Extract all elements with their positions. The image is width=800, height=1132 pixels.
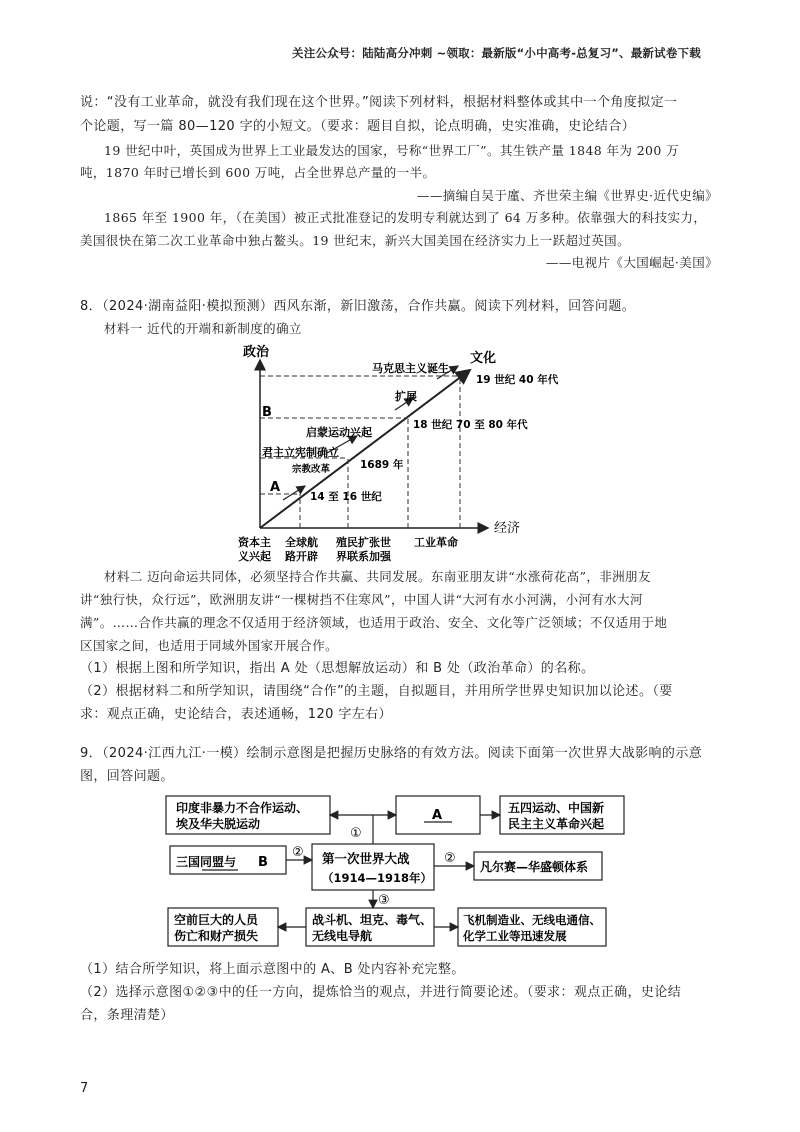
passage2-line-1: 1865 年至 1900 年，（在美国）被正式批准登记的发明专利就达到了 64 万多种。依靠强大的科技实力， [104,210,707,225]
box-weapons-text-2: 无线电导航 [312,929,373,943]
passage1-line-2: 吨，1870 年时已增长到 600 万吨，占全世界总产量的一半。 [80,165,436,180]
x-label-capitalism-2: 义兴起 [238,550,271,563]
q9-question-2-line-2: 合，条理清楚） [80,1008,174,1023]
q8-title: 8．（2024·湖南益阳·模拟预测）西风东渐，新旧激荡，合作共赢。阅读下列材料，回答问题。 [80,299,636,314]
box-india-text-2: 埃及华夫脱运动 [176,817,261,831]
intro-line-1: 说：“没有工业革命，就没有我们现在这个世界。”阅读下列材料，根据材料整体或其中一个角度拟定一 [80,95,678,110]
q8-material2-line-1: 材料二 迈向命运共同体，必须坚持合作共赢、共同发展。东南亚朋友讲“水涨荷花高”，非洲朋友 [104,569,651,584]
passage2-source: ——电视片《大国崛起·美国》 [545,255,718,270]
arrow-label-enlightenment: 启蒙运动兴起 [306,426,372,439]
x-label-routes-1: 全球航 [285,536,318,549]
box-alliance-text: 三国同盟与 [176,855,237,869]
q9-title-line-2: 图，回答问题。 [80,769,174,784]
wwi-text-2: （1914—1918年） [322,871,433,885]
y-label-b: B [262,405,272,420]
page-header: 关注公众号：陆陆高分冲刺 ~领取：最新版“小中高考-总复习”、最新试卷下载 [292,46,701,60]
box-weapons-text-1: 战斗机、坦克、毒气、 [312,913,433,927]
box-may4-text-1: 五四运动、中国新 [508,801,605,815]
q8-question-1: （1）根据上图和所学知识，指出 A 处（思想解放运动）和 B 处（政治革命）的名称。 [80,661,595,676]
x-axis-label: 经济 [494,521,521,536]
box-may4-text-2: 民主主义革命兴起 [508,817,605,831]
q9-question-2-line-1: （2）选择示意图①②③中的任一方向，提炼恰当的观点，并进行简要论述。（要求：观点正确，史论结 [80,985,682,1000]
box-india-text-1: 印度非暴力不合作运动、 [176,801,309,815]
x-label-industrial: 工业革命 [414,536,458,549]
x-label-colonial-2: 界联系加强 [336,550,391,563]
arrow-label-expand: 扩展 [395,390,417,403]
box-b-text: B [258,855,268,870]
box-loss-text-1: 空前巨大的人员 [174,913,259,927]
passage1-source: ——摘编自吴于廑、齐世荣主编《世界史·近代史编》 [416,188,718,203]
q9-title-line-1: 9．（2024·江西九江·一模）绘制示意图是把握历史脉络的有效方法。阅读下面第一次世界大战影响的示意 [80,746,703,761]
wwi-text-1: 第一次世界大战 [322,851,410,866]
x-label-routes-2: 路开辟 [285,550,318,563]
mark-1: ① [350,826,362,841]
box-industry-text-2: 化学工业等迅速发展 [463,929,567,943]
y-axis-label: 政治 [243,345,270,360]
box-a-text: A [432,808,443,823]
arrow-label-reformation: 宗教改革 [292,464,331,475]
q8-material2-line-2: 讲“独行快，众行远”，欧洲朋友讲“一棵树挡不住寒风”，中国人讲“大河有水小河满，小河有水大河 [80,592,643,607]
mark-3: ③ [378,893,390,908]
diagonal-label: 文化 [470,351,497,366]
arrow-label-marxism: 马克思主义诞生 [372,362,449,375]
q9-question-1: （1）结合所学知识，将上面示意图中的 A、B 处内容补充完整。 [80,962,465,977]
x-label-colonial-1: 殖民扩张世 [336,536,391,549]
period-label-14-16: 14 至 16 世纪 [310,491,382,503]
mark-2-left: ② [292,845,304,860]
box-versailles-text: 凡尔赛—华盛顿体系 [480,860,589,874]
q8-material2-line-3: 满”。……合作共赢的理念不仅适用于经济领域，也适用于政治、安全、文化等广泛领域；不仅适用于地 [80,615,668,630]
period-label-18c: 18 世纪 70 至 80 年代 [413,419,528,431]
y-label-a: A [270,480,281,495]
passage1-line-1: 19 世纪中叶，英国成为世界上工业最发达的国家，号称“世界工厂”。其生铁产量 1848 年为 200 万 [104,143,680,158]
box-loss-text-2: 伤亡和财产损失 [174,929,259,943]
q8-question-2-line-1: （2）根据材料二和所学知识，请围绕“合作”的主题，自拟题目，并用所学世界史知识加以论述。（要 [80,684,673,699]
period-label-19c: 19 世纪 40 年代 [476,374,559,386]
q8-material1-title: 材料一 近代的开端和新制度的确立 [104,321,302,336]
page-number: 7 [80,1081,89,1096]
intro-line-2: 个论题，写一篇 80—120 字的小短文。（要求：题目自拟，论点明确，史实准确，史论结合） [80,119,636,134]
passage2-line-2: 美国很快在第二次工业革命中独占鳌头。19 世纪末，新兴大国美国在经济实力上一跃超过英国。 [80,233,630,248]
mark-2-right: ② [444,851,456,866]
q8-question-2-line-2: 求：观点正确，史论结合，表述通畅，120 字左右） [80,707,392,722]
q8-material2-line-4: 区国家之间，也适用于同域外国家开展合作。 [80,638,339,653]
box-industry-text-1: 飞机制造业、无线电通信、 [463,913,601,927]
period-label-1689: 1689 年 [360,459,404,471]
x-label-capitalism-1: 资本主 [238,536,271,549]
y-label-constitutional: 君主立宪制确立 [262,446,339,459]
